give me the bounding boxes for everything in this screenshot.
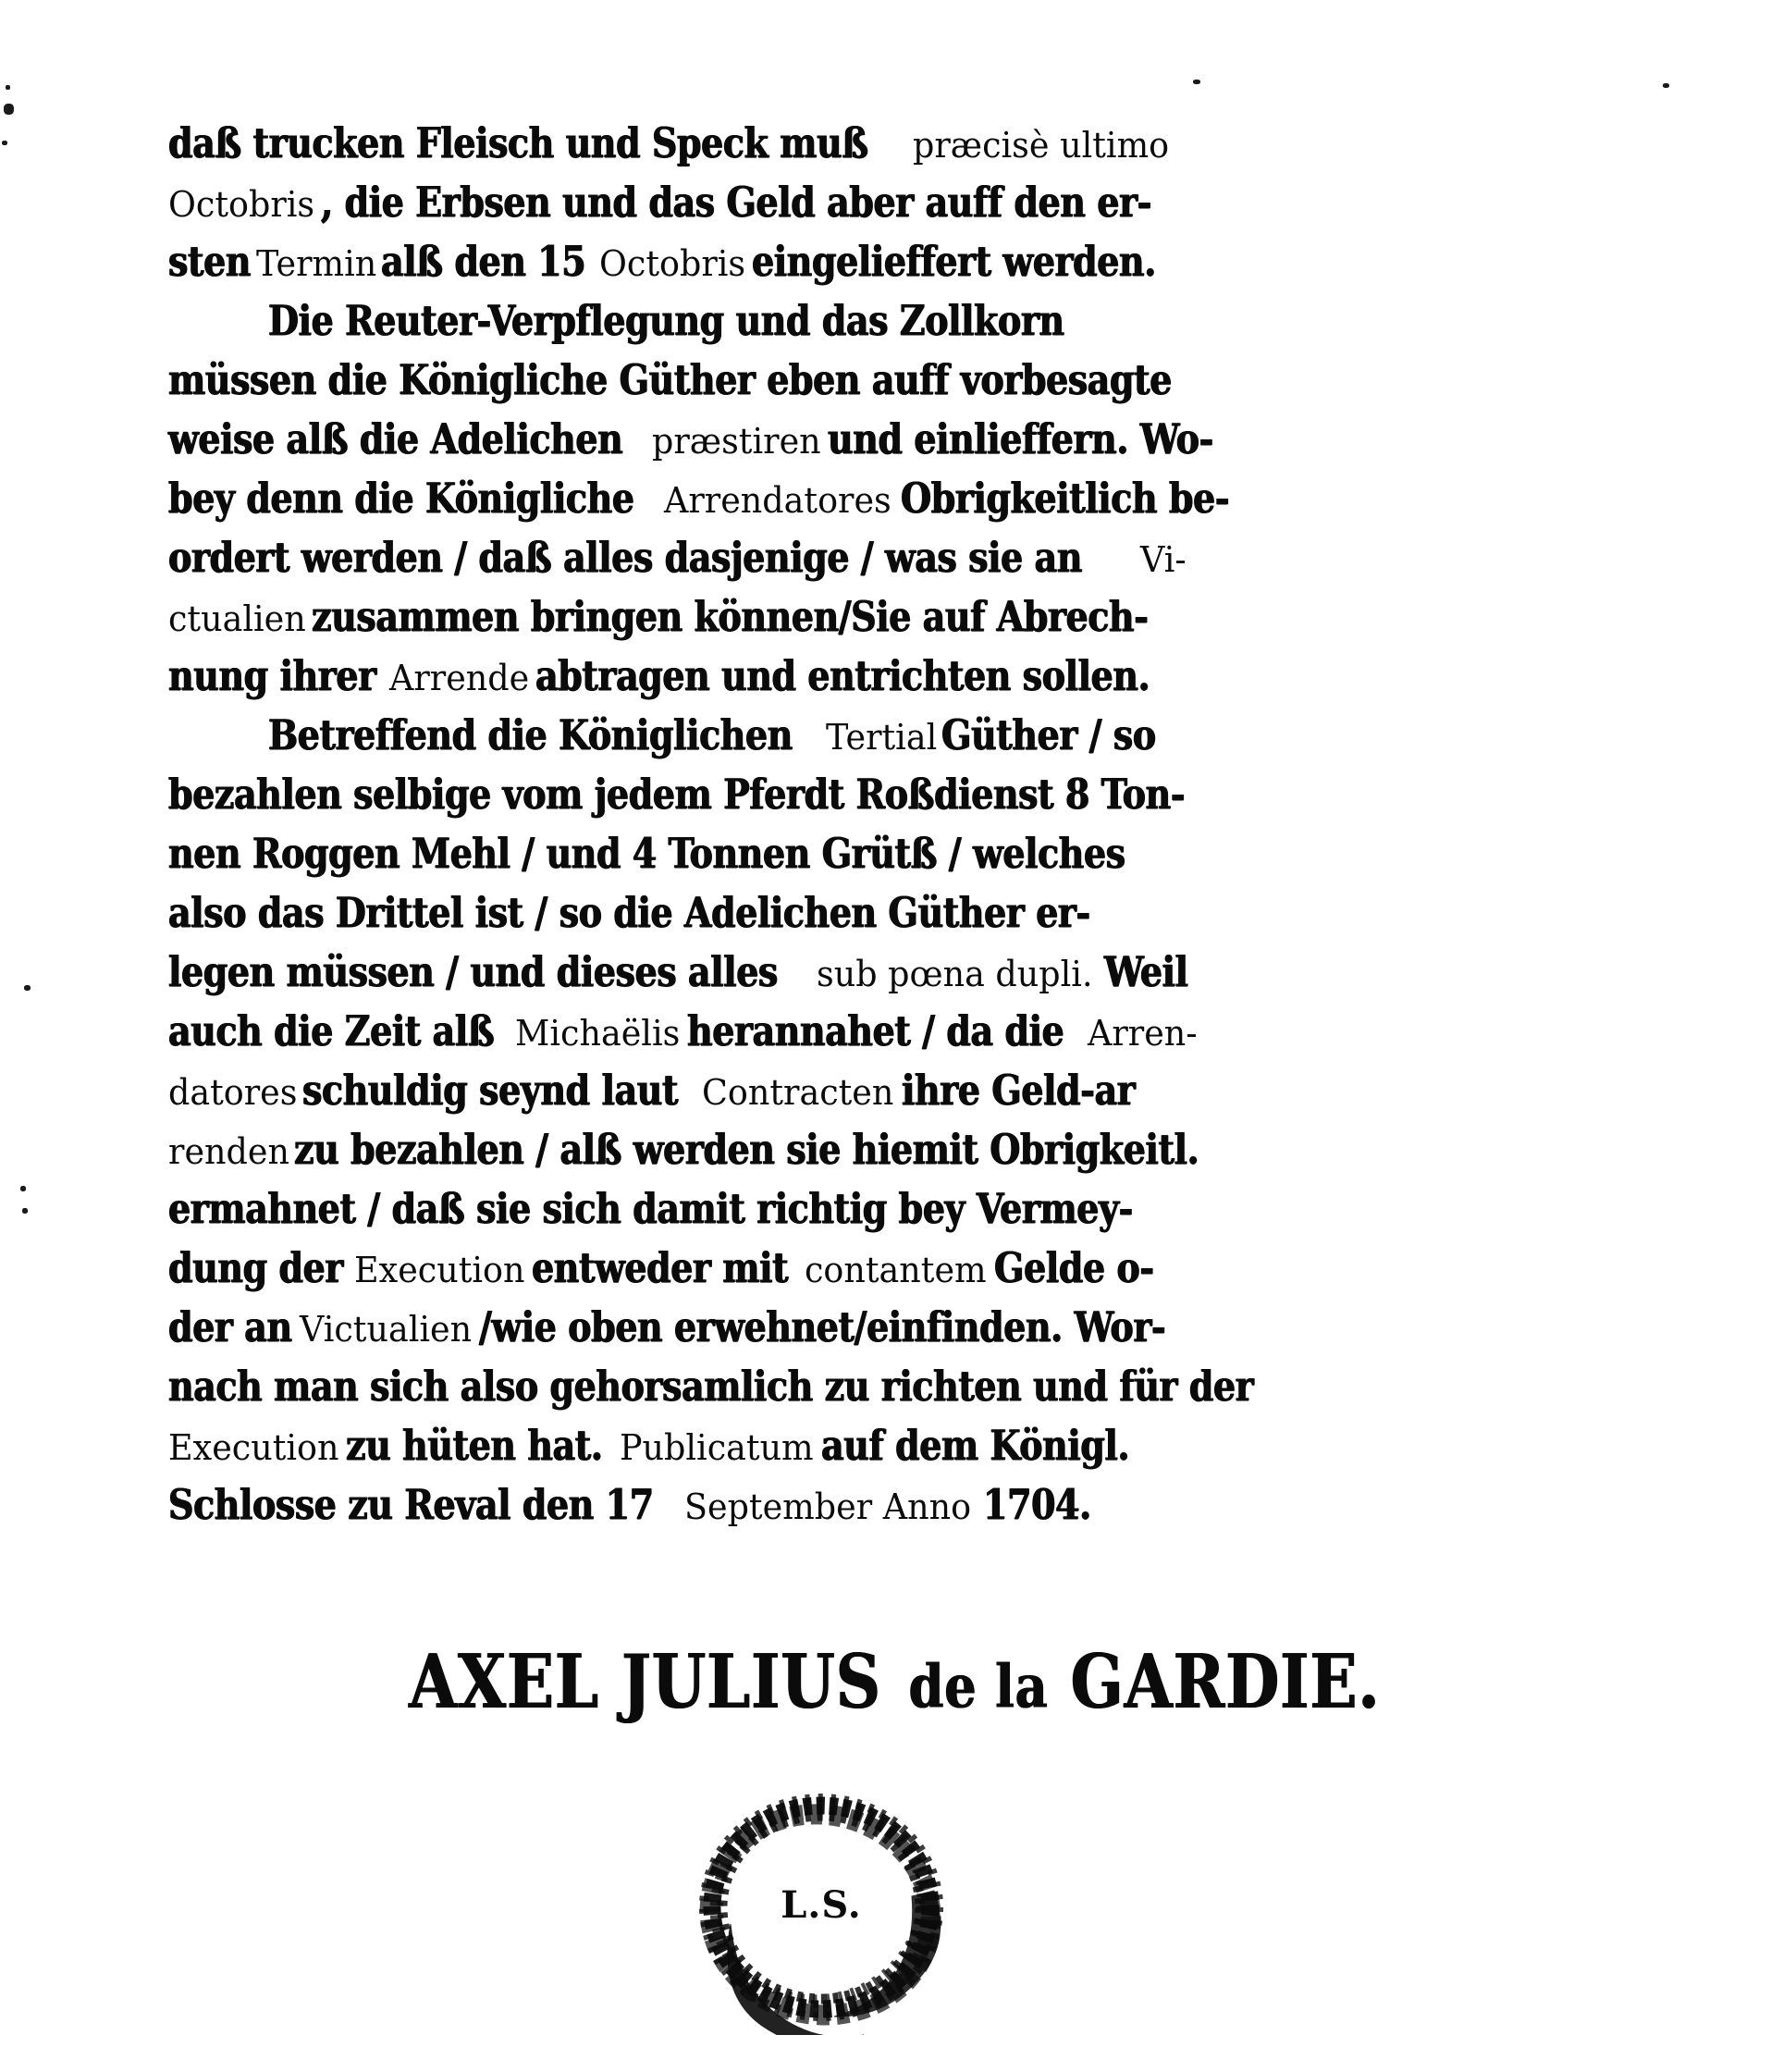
- fraktur-run: 1704.: [983, 1480, 1091, 1529]
- fraktur-run: nen Roggen Mehl / und 4 Tonnen Grütß / welches: [168, 829, 1125, 878]
- text-line: [168, 1125, 1472, 1184]
- fraktur-run: eingelieffert werden.: [751, 237, 1156, 286]
- fraktur-run: entweder mit: [532, 1243, 789, 1292]
- roman-run: Octobris: [168, 184, 315, 225]
- laurel-wreath-seal-icon: [692, 1785, 951, 2035]
- fraktur-run: zusammen bringen können/Sie auf Abrech‐: [311, 592, 1149, 641]
- text-line: [168, 1243, 1472, 1302]
- proclamation-body: [168, 118, 1472, 1539]
- fraktur-run: und einlieffern. Wo‐: [827, 414, 1213, 463]
- text-line: [168, 710, 1472, 770]
- roman-run: Execution: [353, 1250, 525, 1290]
- roman-run: Tertial: [826, 717, 938, 758]
- paragraph-indent: [168, 735, 268, 753]
- text-line: [168, 414, 1472, 474]
- fraktur-run: alß den 15: [381, 237, 586, 286]
- text-line: [168, 1184, 1472, 1243]
- fraktur-run: bey denn die Königliche: [168, 474, 634, 523]
- text-line: [168, 1362, 1472, 1421]
- fraktur-run: müssen die Königliche Güther eben auff vorbesagte: [168, 355, 1172, 404]
- scan-speckle: [2, 141, 7, 145]
- fraktur-run: Obrigkeitlich be‐: [900, 474, 1229, 523]
- scan-speckle: [24, 985, 31, 991]
- fraktur-run: also das Drittel ist / so die Adelichen Güther er‐: [168, 888, 1090, 937]
- text-line: [168, 178, 1472, 237]
- fraktur-run: Die Reuter‐Verpflegung und das Zollkorn: [268, 296, 1064, 345]
- roman-run: Arrendatores: [663, 480, 892, 521]
- scan-speckle: [1193, 80, 1200, 84]
- roman-run: præcisè ultimo: [913, 125, 1170, 166]
- fraktur-run: , die Erbsen und das Geld aber auff den er‐: [320, 178, 1151, 227]
- scan-speckle: [20, 1186, 26, 1191]
- fraktur-run: schuldig seynd laut: [302, 1066, 679, 1115]
- roman-run: Arrende: [388, 658, 530, 698]
- text-line: [168, 355, 1472, 414]
- text-line: [168, 651, 1472, 710]
- fraktur-run: Schlosse zu Reval den 17: [168, 1480, 654, 1529]
- roman-run: renden: [168, 1131, 289, 1172]
- signature-name-particle: de la: [909, 1650, 1049, 1722]
- roman-run: contantem: [805, 1250, 987, 1290]
- fraktur-run: zu bezahlen / alß werden sie hiemit Obrigkeitl.: [294, 1125, 1199, 1174]
- paragraph-indent: [168, 321, 268, 339]
- fraktur-run: bezahlen selbige vom jedem Pferdt Roßdienst 8 Ton‐: [168, 770, 1186, 819]
- fraktur-run: auf dem Königl.: [820, 1421, 1130, 1470]
- fraktur-run: sten: [168, 237, 252, 286]
- text-line: [168, 118, 1472, 178]
- text-line: [168, 829, 1472, 888]
- fraktur-run: herannahet / da die: [686, 1006, 1064, 1055]
- fraktur-run: ihre Geld‐ar: [902, 1066, 1136, 1115]
- fraktur-run: ordert werden / daß alles dasjenige / was sie an: [168, 533, 1083, 582]
- fraktur-run: Betreffend die Königlichen: [268, 710, 793, 759]
- roman-run: præstiren: [651, 421, 821, 462]
- roman-run: datores: [168, 1072, 298, 1113]
- signature-block: [0, 1636, 1783, 1726]
- scan-speckle: [22, 1208, 28, 1214]
- fraktur-run: abtragen und entrichten sollen.: [535, 651, 1150, 700]
- fraktur-run: zu hüten hat.: [346, 1421, 603, 1470]
- roman-run: sub pœna dupli.: [816, 954, 1093, 994]
- text-line: [168, 947, 1472, 1006]
- fraktur-run: nung ihrer: [168, 651, 376, 700]
- text-line: [168, 1066, 1472, 1125]
- roman-run: Execution: [168, 1427, 339, 1468]
- roman-run: September Anno: [684, 1486, 972, 1527]
- fraktur-run: /wie oben erwehnet/einfinden. Wor‐: [479, 1302, 1166, 1351]
- roman-run: Termin: [255, 243, 376, 284]
- fraktur-run: der an: [168, 1302, 292, 1351]
- fraktur-run: Gelde o‐: [993, 1243, 1154, 1292]
- scan-speckle: [4, 104, 14, 115]
- text-line: [168, 888, 1472, 947]
- text-line: [168, 533, 1472, 592]
- text-line: [168, 1006, 1472, 1066]
- roman-run: Contracten: [702, 1072, 894, 1113]
- scan-speckle: [6, 85, 10, 90]
- signature-name-last: GARDIE.: [1070, 1636, 1381, 1726]
- signature-name-first: AXEL JULIUS: [409, 1636, 882, 1726]
- roman-run: ctualien: [168, 598, 306, 639]
- roman-run: Arren-: [1087, 1013, 1198, 1054]
- fraktur-run: Weil: [1103, 947, 1188, 996]
- text-line: [168, 1421, 1472, 1480]
- roman-run: Vi-: [1140, 539, 1187, 580]
- fraktur-run: nach man sich also gehorsamlich zu richten und für der: [168, 1362, 1254, 1411]
- roman-run: Michaëlis: [514, 1013, 681, 1054]
- roman-run: Victualien: [300, 1309, 473, 1350]
- fraktur-run: legen müssen / und dieses alles: [168, 947, 778, 996]
- fraktur-run: dung der: [168, 1243, 343, 1292]
- text-line: [168, 474, 1472, 533]
- scan-speckle: [1663, 83, 1669, 88]
- roman-run: Octobris: [598, 243, 745, 284]
- fraktur-run: daß trucken Fleisch und Speck muß: [168, 118, 868, 167]
- text-line: [168, 770, 1472, 829]
- seal-label: L.S.: [781, 1883, 862, 1927]
- text-line: [168, 237, 1472, 296]
- text-line: [168, 1480, 1472, 1539]
- fraktur-run: Güther / so: [941, 710, 1157, 759]
- roman-run: Publicatum: [619, 1427, 814, 1468]
- fraktur-run: ermahnet / daß sie sich damit richtig bey Vermey‐: [168, 1184, 1133, 1233]
- fraktur-run: weise alß die Adelichen: [168, 414, 623, 463]
- text-line: [168, 1302, 1472, 1362]
- fraktur-run: auch die Zeit alß: [168, 1006, 495, 1055]
- text-line: [168, 592, 1472, 651]
- text-line: [168, 296, 1472, 355]
